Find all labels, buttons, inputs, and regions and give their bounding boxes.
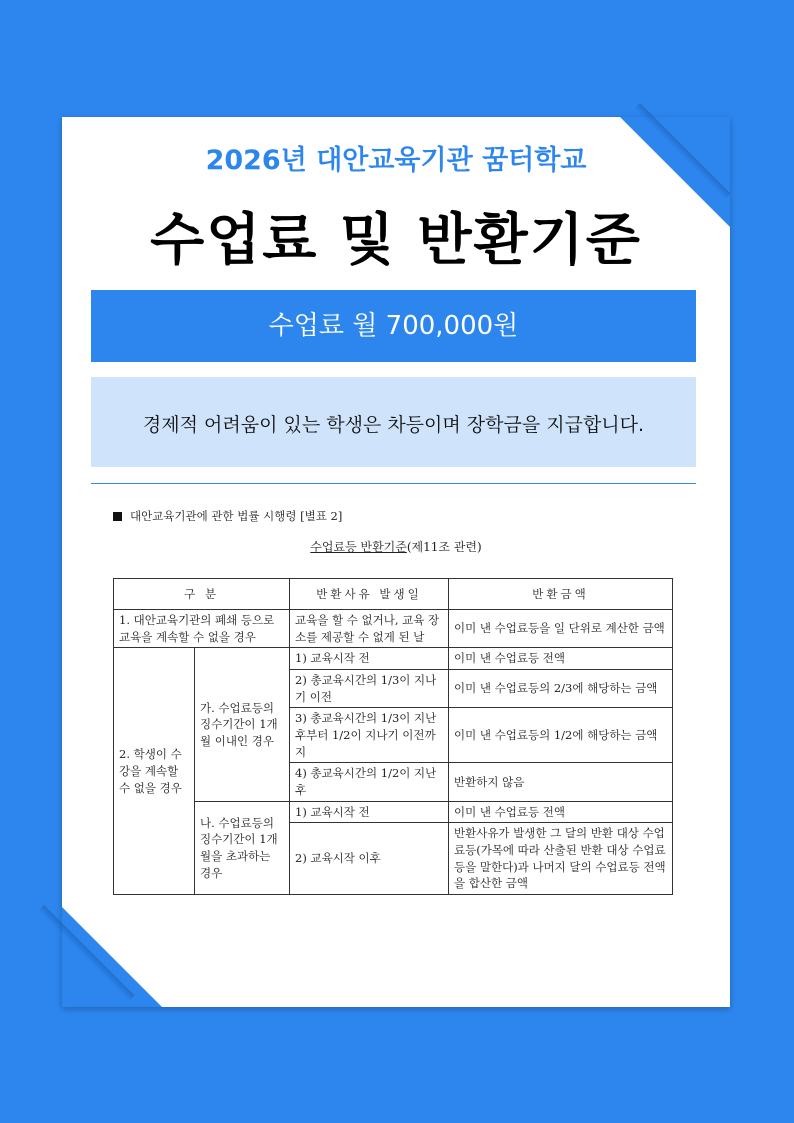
table-title — [62, 538, 730, 555]
row1-category: 1. 대안교육기관의 폐쇄 등으로 교육을 계속할 수 없을 경우 — [114, 610, 290, 648]
group-a-occurrence-4: 4) 총교육시간의 1/2이 지난 후 — [290, 763, 449, 801]
law-reference — [113, 508, 342, 524]
divider-line — [91, 483, 696, 484]
law-reference-text: 대안교육기관에 관한 법률 시행령 [별표 2] — [130, 509, 343, 523]
group-a-refund-3: 이미 낸 수업료등의 1/2에 해당하는 금액 — [449, 708, 673, 763]
group-b-occurrence-1: 1) 교육시작 전 — [290, 801, 449, 823]
header-refund: 반환금액 — [449, 579, 673, 610]
page-curl-bottom-left — [62, 907, 162, 1007]
header-occurrence: 반환사유 발생일 — [290, 579, 449, 610]
header-category: 구 분 — [114, 579, 290, 610]
school-subtitle: 2026년 대안교육기관 꿈터학교 — [205, 145, 587, 176]
group-a-occurrence-1: 1) 교육시작 전 — [290, 648, 449, 670]
row1-refund: 이미 낸 수업료등을 일 단위로 계산한 금액 — [449, 610, 673, 648]
group-a-refund-2: 이미 낸 수업료등의 2/3에 해당하는 금액 — [449, 670, 673, 708]
group-b-refund-2: 반환사유가 발생한 그 달의 반환 대상 수업료등(가목에 따라 산출된 반환 대상 수업료등을 말한다)과 나머지 달의 수업료등 전액을 합산한 금액 — [449, 823, 673, 895]
group-b-refund-1: 이미 낸 수업료등 전액 — [449, 801, 673, 823]
group-b-label: 나. 수업료등의 징수기간이 1개월을 초과하는 경우 — [195, 801, 290, 894]
table-title-suffix: (제11조 관련) — [406, 540, 482, 554]
group-a-label: 가. 수업료등의 징수기간이 1개월 이내인 경우 — [195, 648, 290, 801]
group-a-refund-4: 반환하지 않음 — [449, 763, 673, 801]
group-a-occurrence-3: 3) 총교육시간의 1/3이 지난 후부터 1/2이 지나기 이전까지 — [290, 708, 449, 763]
group-a-refund-1: 이미 낸 수업료등 전액 — [449, 648, 673, 670]
tuition-fee-banner: 수업료 월 700,000원 — [91, 290, 696, 362]
scholarship-note: 경제적 어려움이 있는 학생은 차등이며 장학금을 지급합니다. — [91, 377, 696, 467]
page-title: 수업료 및 반환기준 — [150, 208, 642, 273]
table-header-row — [114, 579, 673, 610]
group-b-occurrence-2: 2) 교육시작 이후 — [290, 823, 449, 895]
row2-category: 2. 학생이 수강을 계속할 수 없을 경우 — [114, 648, 195, 895]
group-a-occurrence-2: 2) 총교육시간의 1/3이 지나기 이전 — [290, 670, 449, 708]
table-row — [114, 610, 673, 648]
refund-rules-table — [113, 578, 673, 895]
table-row — [114, 801, 673, 823]
square-bullet-icon — [113, 512, 122, 521]
table-row — [114, 648, 673, 670]
table-title-text: 수업료등 반환기준 — [310, 540, 407, 554]
row1-occurrence: 교육을 할 수 없거나, 교육 장소를 제공할 수 없게 된 날 — [290, 610, 449, 648]
